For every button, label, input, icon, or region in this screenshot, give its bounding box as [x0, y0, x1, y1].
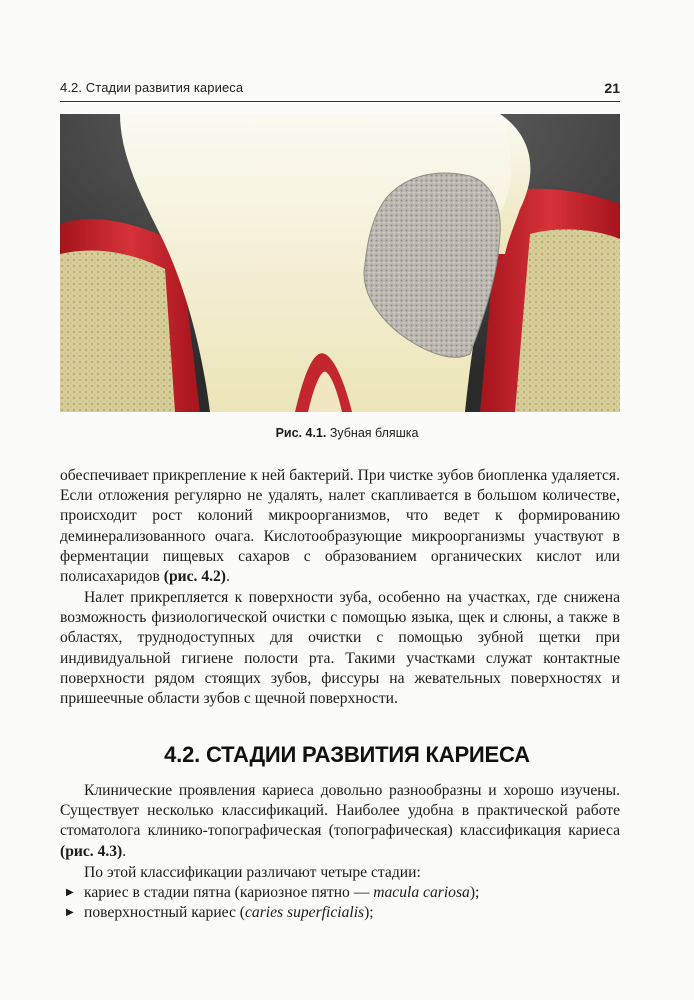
paragraph-2: Налет прикрепляется к поверхности зуба, особенно на участках, где снижена возможность физиологической очистки с помощью языка, щек и слюны, а также в областях, труднодоступных для очистки с помощью зубной щетки при индивидуальной гигиене полости рта. Такими участками служат контактные поверхности рядом стоящих зубов, фиссуры на жевательных поверхностях и пришеечные области зубов с щечной поверхности. [60, 589, 620, 708]
caption-label: Рис. 4.1. [275, 426, 327, 440]
running-head-title: 4.2. Стадии развития кариеса [60, 80, 244, 95]
list-item [60, 903, 620, 923]
list-item [60, 883, 620, 903]
list-item-text: поверхностный кариес ( [84, 904, 245, 922]
list-item-end: ); [469, 884, 480, 901]
header-rule [60, 101, 620, 102]
paragraph-1 [60, 466, 620, 587]
paragraph-1-text: обеспечивает прикрепление к ней бактерий. При чистке зубов биопленка удаляется. Если отложения регулярно не удалять, налет скапливается в большом количестве, происходит рост колоний микроорганизмов, что ведет к формированию деминерализованного очага. Кислотообразующие микроорганизмы участвуют в ферментации пищевых сахаров с образованием органических кислот или полисахаридов [60, 467, 620, 586]
triangle-bullet-icon [66, 903, 74, 923]
caption-text: Зубная бляшка [326, 426, 419, 440]
figure-ref-4-2: (рис. 4.2) [163, 568, 227, 586]
figure-ref-4-3: (рис. 4.3) [60, 842, 123, 860]
section-heading: 4.2. СТАДИИ РАЗВИТИЯ КАРИЕСА [164, 742, 530, 767]
right-bone [515, 229, 620, 412]
paragraph-3-end: . [122, 842, 127, 860]
paragraph-3 [60, 781, 620, 862]
figure-caption [0, 426, 694, 440]
page-number: 21 [604, 80, 620, 96]
triangle-bullet-icon [66, 883, 74, 903]
paragraph-3-text: Клинические проявления кариеса довольно разнообразны и хорошо изучены. Существует несколько классификаций. Наиболее удобна в практической работе стоматолога клинико-топографическая (топографическая) классификация кариеса [60, 782, 620, 840]
dental-plaque-illustration [60, 114, 620, 412]
paragraph-4: По этой классификации различают четыре стадии: [84, 864, 421, 881]
list-item-latin: caries superficialis [245, 904, 365, 922]
list-item-latin: macula cariosa [373, 884, 470, 901]
list-item-text: кариес в стадии пятна (кариозное пятно — [84, 884, 374, 901]
list-item-end: ); [364, 904, 374, 922]
caries-stages-list [60, 883, 620, 923]
paragraph-1-end: . [226, 568, 230, 586]
left-bone [60, 250, 175, 412]
figure-dental-plaque [60, 114, 620, 412]
